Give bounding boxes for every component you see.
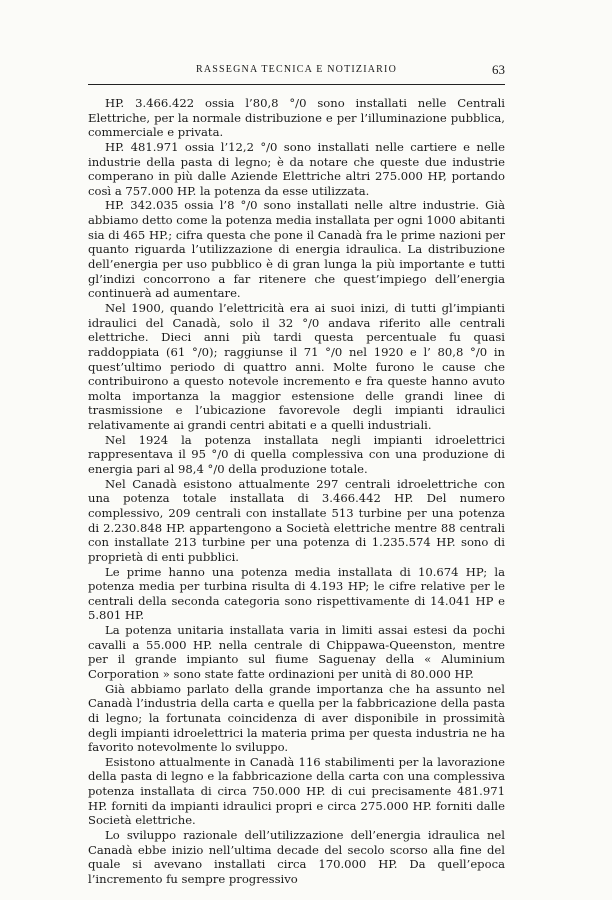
page-number: 63 xyxy=(492,62,505,77)
paragraph: Lo sviluppo razionale dell’utilizzazione dell’energia idraulica nel Canadà ebbe inizio nell’ultima decade del secolo scorso alla fine del quale si avevano installati circa 170.000 HP. Da quell’epoca l’incremento fu sempre progressivo xyxy=(88,828,505,886)
paragraph: HP. 342.035 ossia l’8 °/0 sono installati nelle altre industrie. Già abbiamo detto come la potenza media installata per ogni 1000 abitanti sia di 465 HP.; cifra questa che pone il Canadà fra le prime nazioni per quanto riguarda l’utilizzazione di energia idraulica. La distribuzione dell’energia per uso pubblico è di gran lunga la più importante e tutti gl’indizi concorrono a far ritenere che quest’impiego dell’energia continuerà ad aumentare. xyxy=(88,198,505,301)
running-head: RASSEGNA TECNICA E NOTIZIARIO xyxy=(195,64,397,75)
header-rule xyxy=(88,84,505,85)
paragraph: Già abbiamo parlato della grande importanza che ha assunto nel Canadà l’industria della carta e quella per la fabbricazione della pasta di legno; la fortunata coincidenza di aver disponibile in prossimità degli impianti idroelettrici la materia prima per questa industria ne ha favorito notevolmente lo sviluppo. xyxy=(88,681,505,755)
page-header xyxy=(88,64,505,80)
paragraph: Esistono attualmente in Canadà 116 stabilimenti per la lavorazione della pasta di legno e la fabbricazione della carta con una complessiva potenza installata di circa 750.000 HP. di cui precisamente 481.971 HP. forniti da impianti idraulici propri e circa 275.000 HP. forniti dalle Società elettriche. xyxy=(88,754,505,828)
paragraph: Le prime hanno una potenza media installata di 10.674 HP; la potenza media per turbina risulta di 4.193 HP; le cifre relative per le centrali della seconda categoria sono rispettivamente di 14.041 HP e 5.801 HP. xyxy=(88,564,505,623)
paragraph: Nel Canadà esistono attualmente 297 centrali idroelettriche con una potenza totale installata di 3.466.442 HP. Del numero complessivo, 209 centrali con installate 513 turbine per una potenza di 2.230.848 HP. appartengono a Società elettriche mentre 88 centrali con installate 213 turbine per una potenza di 1.235.574 HP. sono di proprietà di enti pubblici. xyxy=(88,476,505,564)
paragraph: La potenza unitaria installata varia in limiti assai estesi da pochi cavalli a 55.000 HP. nella centrale di Chippawa-Queenston, mentre per il grande impianto sul fiume Saguenay della « Aluminium Corporation » sono state fatte ordinazioni per unità di 80.000 HP. xyxy=(88,623,505,681)
paragraph: Nel 1900, quando l’elettricità era ai suoi inizi, di tutti gl’impianti idraulici del Canadà, solo il 32 °/0 andava riferito alle centrali elettriche. Dieci anni più tardi questa percentuale fu quasi raddoppiata (61 °/0); raggiunse il 71 °/0 nel 1920 e l’ 80,8 °/0 in quest’ultimo periodo di quattro anni. Molte furono le cause che contribuirono a questo notevole incremento e fra queste hanno avuto molta importanza la maggior estensione delle grandi linee di trasmissione e l’ubicazione favorevole degli impianti idraulici relativamente ai grandi centri abitati e a quelli industriali. xyxy=(88,300,505,433)
paragraph: Nel 1924 la potenza installata negli impianti idroelettrici rappresentava il 95 °/0 di quella complessiva con una produzione di energia pari al 98,4 °/0 della produzione totale. xyxy=(88,432,505,477)
body-text xyxy=(88,96,505,887)
paragraph: HP. 481.971 ossia l’12,2 °/0 sono installati nelle cartiere e nelle industrie della pasta di legno; è da notare che queste due industrie comperano in più dalle Aziende Elettriche altri 275.000 HP, portando così a 757.000 HP. la potenza da esse utilizzata. xyxy=(88,139,505,198)
paragraph: HP. 3.466.422 ossia l’80,8 °/0 sono installati nelle Centrali Elettriche, per la normale distribuzione e per l’illuminazione pubblica, commerciale e privata. xyxy=(88,96,505,140)
